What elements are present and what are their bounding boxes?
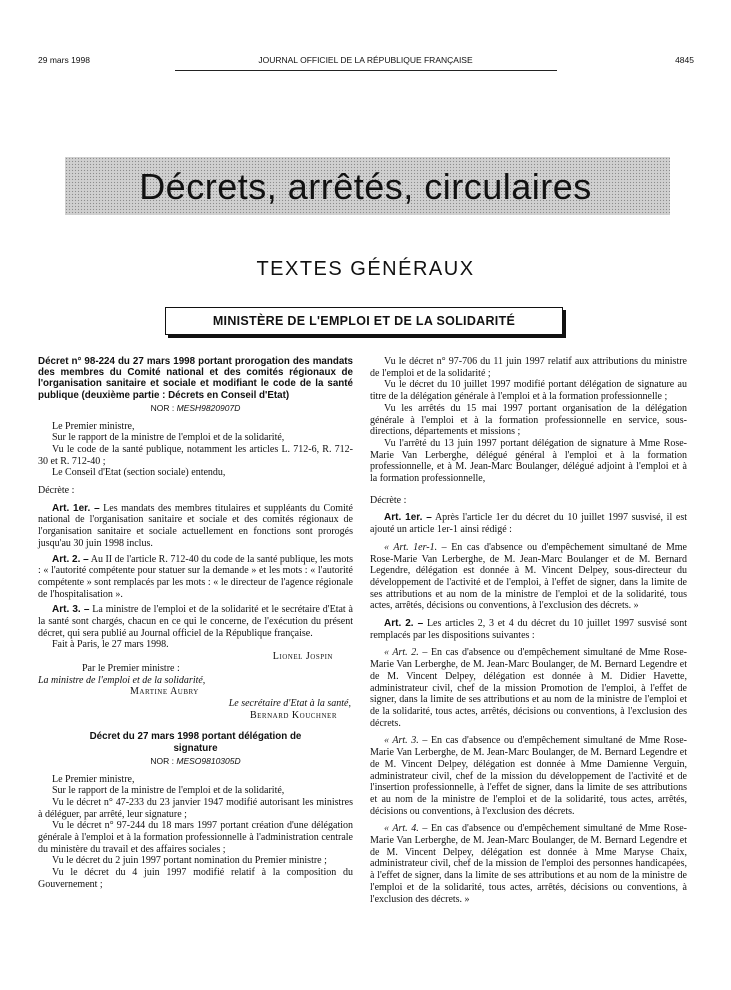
decree1-decrete: Décrète :	[38, 485, 75, 497]
article-text: – En cas d'absence ou d'empêchement simultané de Mme Rose-Marie Van Lerberghe, de M. Jean-Marc Boulanger et de M. Bernard Legendre, délégation est donnée à M. Vincent Delpey, sous-directeur du développement de l'activité et de l'emploi, à l'effet de signer, dans la limite de ses attributions et au nom de la ministre de l'emploi et de la solidarité, tous actes, arrêtés, décisions ou conventions, à l'exclusion des décrets. »	[370, 541, 687, 612]
decree2-title: Décret du 27 mars 1998 portant délégation de signature	[89, 731, 302, 754]
decree1-signer-minister: Martine Aubry	[130, 686, 199, 698]
decree2-quoted-article	[370, 647, 687, 729]
banner-title: Décrets, arrêtés, circulaires	[139, 166, 592, 207]
header-rule	[175, 70, 557, 71]
article-label: Art. 1er. –	[384, 512, 432, 524]
article-label: « Art. 3.	[384, 735, 419, 747]
article-text: Au II de l'article R. 712-40 du code de la santé publique, les mots : « l'autorité compétente pour statuer sur la demande » et les mots : « l'autorité compétente » sont remplacés par les mots : « le directeur de l'agence régionale de l'hospitalisation ».	[38, 553, 354, 600]
decree2-article-1	[370, 512, 687, 535]
decree1-signer-pm: Lionel Jospin	[272, 651, 333, 663]
decree1-article-2	[38, 554, 353, 601]
section-heading: TEXTES GÉNÉRAUX	[256, 258, 475, 280]
decree1-title: Décret n° 98-224 du 27 mars 1998 portant prorogation des mandats des membres du Comité national et des comités régionaux de l'organisation sanitaire et sociale et modifiant le code de la santé publique (deuxième partie : Décrets en Conseil d'Etat)	[38, 356, 353, 401]
decree1-para: Le Conseil d'Etat (section sociale) entendu,	[52, 467, 226, 479]
decree1-fait: Fait à Paris, le 27 mars 1998.	[52, 639, 169, 651]
decree1-signer-secretary: Bernard Kouchner	[249, 709, 337, 721]
decree2-para: Vu l'arrêté du 13 juin 1997 portant délégation de signature à Mme Rose-Marie Van Lerberghe, délégué général à l'emploi et à la formation professionnelle, et à M. Jean-Marc Boulanger, délégué adjoint à l'emploi et à la formation professionnelle,	[370, 437, 687, 485]
article-text: – En cas d'absence ou d'empêchement simultané de Mme Rose-Marie Van Lerberghe, de M. Jean-Marc Boulanger, de M. Bernard Legendre et de M. Vincent Delpey, délégation est donnée à Mme Maryse Chaix, administrateur civil, chef de la mission de l'emploi des personnes handicapées, à l'effet de signer, dans la limite de ses attributions et au nom de la ministre de l'emploi et de la solidarité, tous actes, arrêtés, décisions ou conventions, à l'exclusion des décrets. »	[370, 823, 687, 905]
decree2-para: Sur le rapport de la ministre de l'emploi et de la solidarité,	[52, 785, 285, 797]
article-label: « Art. 2.	[384, 647, 419, 659]
decree2-nor-code: MESO9810305D	[176, 755, 241, 766]
decree2-quoted-article	[370, 735, 687, 817]
decree2-quoted-article	[370, 542, 687, 612]
left-column	[38, 356, 353, 891]
article-label: Art. 1er. –	[52, 502, 100, 514]
article-text: Les mandats des membres titulaires et suppléants du Comité national de l'organisation sanitaire et sociale et des comités régionaux de l'organisation sanitaire et sociale actuellement en fonctions sont prorogés jusqu'au 30 juin 1998 inclus.	[38, 502, 353, 549]
decree2-article-2	[370, 618, 687, 641]
article-text: La ministre de l'emploi et de la solidarité et le secrétaire d'Etat à la santé sont chargés, chacun en ce qui le concerne, de l'exécution du présent décret, qui sera publié au Journal officiel de la République française.	[38, 604, 353, 639]
decree1-para: Sur le rapport de la ministre de l'emploi et de la solidarité,	[52, 432, 285, 444]
decree2-para: Vu le décret n° 47-233 du 23 janvier 1947 modifié autorisant les ministres à déléguer, par arrêté, leur signature ;	[38, 796, 353, 820]
article-text: Après l'article 1er du décret du 10 juillet 1997 susvisé, il est ajouté un article 1er-1 ainsi rédigé :	[370, 512, 687, 536]
decree2-para: Vu le décret du 4 juin 1997 modifié relatif à la composition du Gouvernement ;	[38, 867, 353, 890]
right-column	[370, 356, 687, 905]
article-label: « Art. 4.	[384, 823, 419, 835]
decree1-secretary-title: Le secrétaire d'Etat à la santé,	[228, 697, 351, 709]
ministry-heading: MINISTÈRE DE L'EMPLOI ET DE LA SOLIDARITÉ	[165, 307, 563, 335]
decree2-decrete: Décrète :	[370, 494, 407, 506]
decree1-nor	[38, 403, 353, 415]
article-text: – En cas d'absence ou d'empêchement simultané de Mme Rose-Marie Van Lerberghe, de M. Jean-Marc Boulanger, de M. Bernard Legendre et de M. Vincent Delpey, délégation est donnée à M. Didier Havette, administrateur civil, chef de la mission Promotion de l'emploi, à l'effet de signer, dans la limite de ses attributions et au nom de la ministre de l'emploi et de la solidarité, tous actes, arrêtés, décisions ou conventions, à l'exclusion des décrets.	[370, 647, 687, 729]
decree1-para: Vu le code de la santé publique, notamment les articles L. 712-6, R. 712-30 et R. 712-40 ;	[38, 443, 353, 467]
decree2-para: Vu le décret n° 97-706 du 11 juin 1997 relatif aux attributions du ministre de l'emploi et de la solidarité ;	[370, 356, 687, 379]
decree1-nor-label: NOR :	[150, 402, 175, 413]
decree1-nor-code: MESH9820907D	[176, 402, 241, 413]
article-label: Art. 2. –	[384, 618, 424, 630]
decree1-minister-title: La ministre de l'emploi et de la solidarité,	[38, 674, 206, 686]
header-journal-title: JOURNAL OFFICIEL DE LA RÉPUBLIQUE FRANÇAISE	[258, 55, 473, 65]
decree1-par-le: Par le Premier ministre :	[82, 662, 180, 674]
decree2-para: Vu le décret du 10 juillet 1997 modifié portant délégation de signature au titre de la délégation générale à l'emploi et à la formation professionnelle ;	[370, 379, 687, 403]
article-text: Les articles 2, 3 et 4 du décret du 10 juillet 1997 susvisé sont remplacés par les dispositions suivantes :	[370, 618, 688, 641]
article-label: Art. 2. –	[52, 553, 89, 565]
article-label: « Art. 1er-1.	[384, 541, 438, 553]
decree2-nor-label: NOR :	[150, 755, 174, 766]
decree2-para: Vu les arrêtés du 15 mai 1997 portant organisation de la délégation générale à l'emploi et à la formation professionnelle en service, sous-directions, départements et missions ;	[370, 402, 687, 438]
article-text: – En cas d'absence ou d'empêchement simultané de Mme Rose-Marie Van Lerberghe, de M. Jean-Marc Boulanger, de M. Bernard Legendre et de M. Vincent Delpey, délégation est donnée à Mme Damienne Verguin, administrateur civil, chef de la mission du développement de l'activité et de l'insertion professionnelle, à l'effet de signer, dans la limite de ses attributions et au nom de la ministre de l'emploi et de la solidarité, tous actes, arrêtés, décisions ou conventions, à l'exclusion des décrets.	[370, 735, 687, 817]
decree2-para: Le Premier ministre,	[52, 773, 135, 785]
decree1-para: Le Premier ministre,	[52, 420, 135, 432]
header-page-number: 4845	[675, 55, 694, 65]
article-label: Art. 3. –	[52, 604, 90, 616]
decree2-para: Vu le décret n° 97-244 du 18 mars 1997 portant création d'une délégation générale à l'emploi et à la formation professionnelle à l'administration centrale du ministère du travail et des affaires sociales ;	[38, 820, 353, 855]
decree2-quoted-article	[370, 823, 687, 905]
decree1-article-1	[38, 503, 353, 550]
decree2-nor	[38, 756, 353, 768]
header-date: 29 mars 1998	[38, 55, 90, 65]
decree2-para: Vu le décret du 2 juin 1997 portant nomination du Premier ministre ;	[52, 855, 327, 867]
decree1-article-3	[38, 604, 353, 639]
